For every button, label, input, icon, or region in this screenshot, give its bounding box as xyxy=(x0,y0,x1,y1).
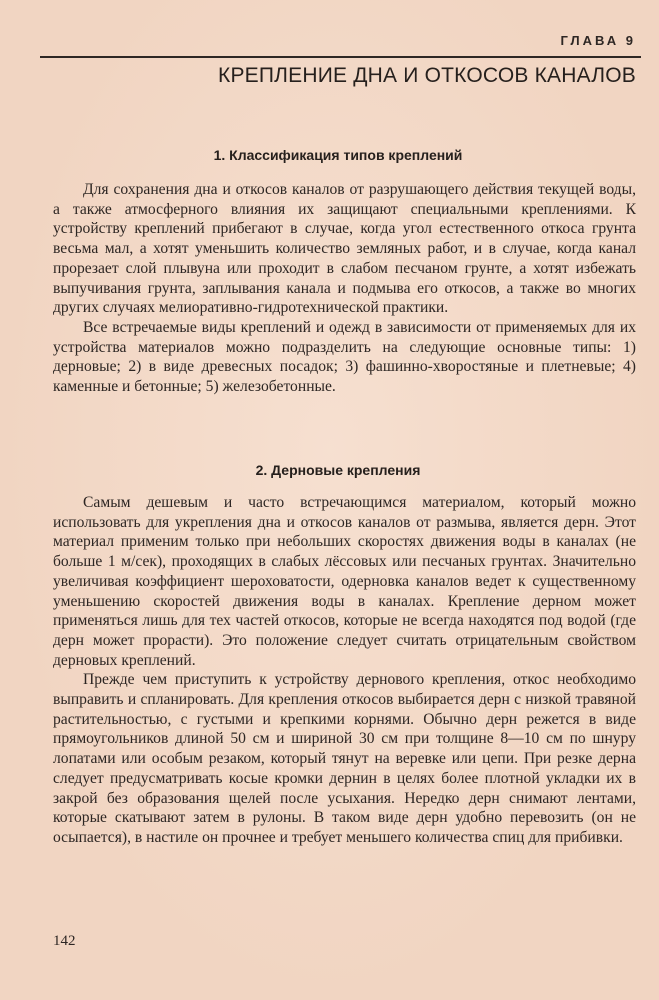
section-heading-2: 2. Дерновые крепления xyxy=(255,462,421,478)
section-heading-1: 1. Классификация типов креплений xyxy=(213,147,463,163)
chapter-label: ГЛАВА 9 xyxy=(560,33,636,48)
paragraph: Прежде чем приступить к устройству дернового крепления, откос необходимо выправить и спланировать. Для крепления откосов выбирается дерн с низкой травяной растительностью, с густыми и крепкими корнями. Обычно дерн режется в виде прямоугольников длиной 50 см и шириной 30 см при толщине 8—10 см по шнуру лопатами или особым резаком, который тянут на веревке или цепи. При резке дерна следует предусматривать косые кромки дернин в целях более плотной укладки их в закрой без образования щелей после усыхания. Нередко дерн снимают лентами, которые скатывают затем в рулоны. В таком виде дерн удобно перевозить (он не осыпается), в настиле он прочнее и требует меньшего количества спиц для прибивки. xyxy=(53,671,636,846)
page-number: 142 xyxy=(53,933,76,949)
paragraph: Все встречаемые виды креплений и одежд в зависимости от применяемых для их устройства материалов можно подразделить на следующие основные типы: 1) дерновые; 2) в виде древесных посадок; 3) фашинно-хворостяные и плетневые; 4) каменные и бетонные; 5) железобетонные. xyxy=(53,318,636,396)
chapter-title: КРЕПЛЕНИЕ ДНА И ОТКОСОВ КАНАЛОВ xyxy=(218,64,636,87)
paragraph: Для сохранения дна и откосов каналов от разрушающего действия текущей воды, а также атмосферного влияния их защищают специальными креплениями. К устройству креплений прибегают в случае, когда угол естественного откоса грунта весьма мал, а хотят уменьшить количество земляных работ, и в случае, когда канал прорезает слой плывуна или проходит в слабом песчаном грунте, а хотят избежать выпучивания грунта, заплывания канала и подмыва его откосов, а также во многих других случаях мелиоративно-гидротехнической практики. xyxy=(53,181,636,317)
section-2-body xyxy=(53,493,636,848)
paragraph: Самым дешевым и часто встречающимся материалом, который можно использовать для укрепления дна и откосов каналов от размыва, является дерн. Этот материал применим только при небольших скоростях движения воды в каналах (не больше 1 м/сек), проходящих в слабых лёссовых или песчаных грунтах. Значительно увеличивая коэффициент шероховатости, одерновка каналов ведет к существенному уменьшению скоростей движения воды в каналах. Крепление дерном может применяться лишь для тех частей откосов, которые не всегда находятся под водой (где дерн может прорасти). Это положение следует считать отрицательным свойством дерновых креплений. xyxy=(53,494,636,669)
section-1-body xyxy=(53,180,636,397)
header-rule xyxy=(40,56,641,58)
